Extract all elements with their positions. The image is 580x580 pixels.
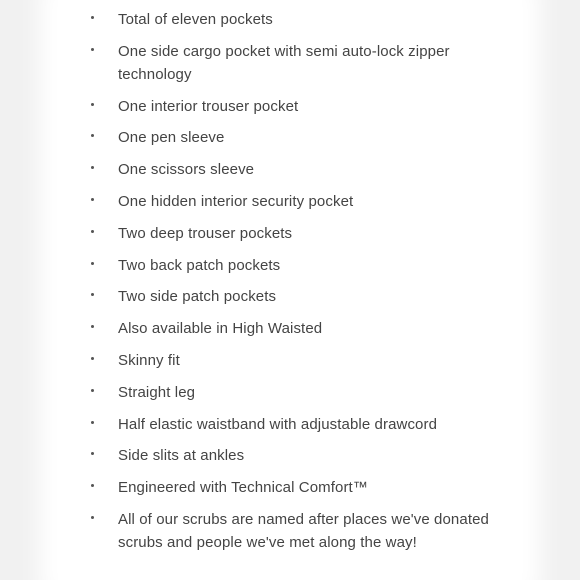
feature-item-interior-trouser-pocket: One interior trouser pocket	[0, 95, 580, 118]
feature-item-straight-leg: Straight leg	[0, 381, 580, 404]
feature-item-skinny-fit: Skinny fit	[0, 349, 580, 372]
feature-item-scissors-sleeve: One scissors sleeve	[0, 158, 580, 181]
feature-item-deep-trouser-pockets: Two deep trouser pockets	[0, 222, 580, 245]
feature-item-side-patch-pockets: Two side patch pockets	[0, 285, 580, 308]
feature-item-security-pocket: One hidden interior security pocket	[0, 190, 580, 213]
feature-item-pockets-total: Total of eleven pockets	[0, 8, 580, 31]
feature-item-side-slits: Side slits at ankles	[0, 444, 580, 467]
feature-item-technical-comfort: Engineered with Technical Comfort™	[0, 476, 580, 499]
feature-item-cargo-pocket: One side cargo pocket with semi auto-lock zipper technology	[0, 40, 580, 86]
feature-item-waistband: Half elastic waistband with adjustable drawcord	[0, 413, 580, 436]
feature-list	[0, 8, 580, 563]
feature-item-high-waisted: Also available in High Waisted	[0, 317, 580, 340]
feature-item-pen-sleeve: One pen sleeve	[0, 126, 580, 149]
feature-item-back-patch-pockets: Two back patch pockets	[0, 254, 580, 277]
feature-item-naming-note: All of our scrubs are named after places we've donated scrubs and people we've met along the way!	[0, 508, 580, 554]
